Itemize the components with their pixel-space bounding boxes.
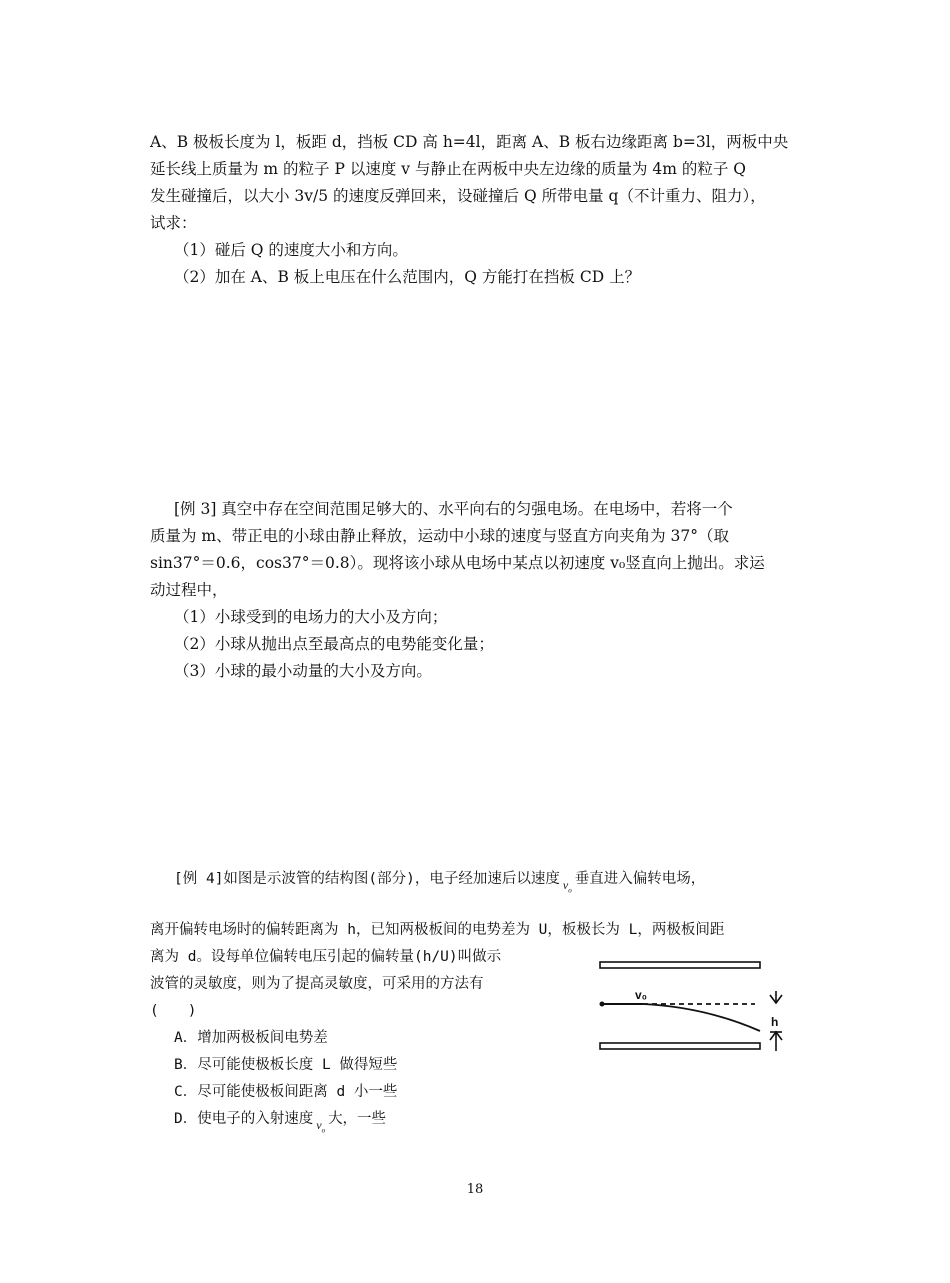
problem2-question: （1）碰后 Q 的速度大小和方向。: [174, 241, 408, 259]
example3-line: sin37°＝0.6，cos37°＝0.8）。现将该小球从电场中某点以初速度 v₀竖直向上抛出。求运: [150, 554, 765, 572]
example4-text-before-v0: [例 4]如图是示波管的结构图(部分)，电子经加速后以速度: [174, 871, 560, 887]
example3-question: （3）小球的最小动量的大小及方向。: [174, 662, 432, 680]
problem2-line: A、B 极板长度为 l，板距 d，挡板 CD 高 h=4l，距离 A、B 板右边缘距离 b=3l，两板中央: [150, 133, 789, 151]
example4-line: ( ): [150, 1003, 197, 1019]
v0-label: v₀: [635, 988, 648, 1002]
bottom-arrow-icon: [770, 1031, 782, 1051]
option-d: D．使电子的入射速度 $v_o$大，一些: [150, 1106, 805, 1138]
example4-intro: [150, 866, 805, 916]
example3-question: （1）小球受到的电场力的大小及方向；: [174, 608, 448, 626]
example4-line: 离为 d。设每单位偏转电压引起的偏转量(h/U)叫做示: [150, 949, 502, 965]
option-c: C．尽可能使极板间距离 d 小一些: [174, 1084, 398, 1100]
option-a: A．增加两极板间电势差: [174, 1030, 328, 1046]
example4-line: 离开偏转电场时的偏转距离为 h，已知两极板间的电势差为 U，板极长为 L，两极板间距: [150, 922, 725, 938]
deflected-trajectory: [643, 1004, 760, 1031]
example3-line: [例 3] 真空中存在空间范围足够大的、水平向右的匀强电场。在电场中，若将一个: [174, 500, 733, 518]
problem2-line: 试求：: [150, 214, 197, 232]
upper-plate: [600, 962, 760, 968]
lower-plate: [600, 1043, 760, 1049]
top-arrow-icon: [770, 991, 782, 1003]
example3-question: （2）小球从抛出点至最高点的电势能变化量；: [174, 635, 494, 653]
example4-text-after-v0: 垂直进入偏转电场，: [574, 871, 706, 887]
example3-line: 动过程中，: [150, 581, 228, 599]
example3-text: [150, 496, 805, 685]
problem2-line: 发生碰撞后，以大小 3v/5 的速度反弹回来，设碰撞后 Q 所带电量 q（不计重力、阻力），: [150, 187, 766, 205]
option-b: B．尽可能使极板长度 L 做得短些: [174, 1057, 398, 1073]
example3-line: 质量为 m、带正电的小球由静止释放，运动中小球的速度与竖直方向夹角为 37°（取: [150, 527, 730, 545]
example4-line: 波管的灵敏度，则为了提高灵敏度，可采用的方法有: [150, 976, 484, 992]
problem2-question: （2）加在 A、B 板上电压在什么范围内，Q 方能打在挡板 CD 上？: [174, 268, 641, 286]
v0-symbol: $v_o$: [316, 1118, 326, 1135]
h-label: h: [771, 1015, 779, 1029]
deflection-diagram: [595, 955, 795, 1065]
example4-first-line: [150, 866, 805, 916]
problem2-line: 延长线上质量为 m 的粒子 P 以速度 v 与静止在两板中央左边缘的质量为 4m 的粒子 Q: [150, 160, 746, 178]
problem2-text: [150, 129, 805, 291]
page-number: 18: [466, 1182, 484, 1197]
v0-symbol: $v_o$: [562, 878, 572, 895]
